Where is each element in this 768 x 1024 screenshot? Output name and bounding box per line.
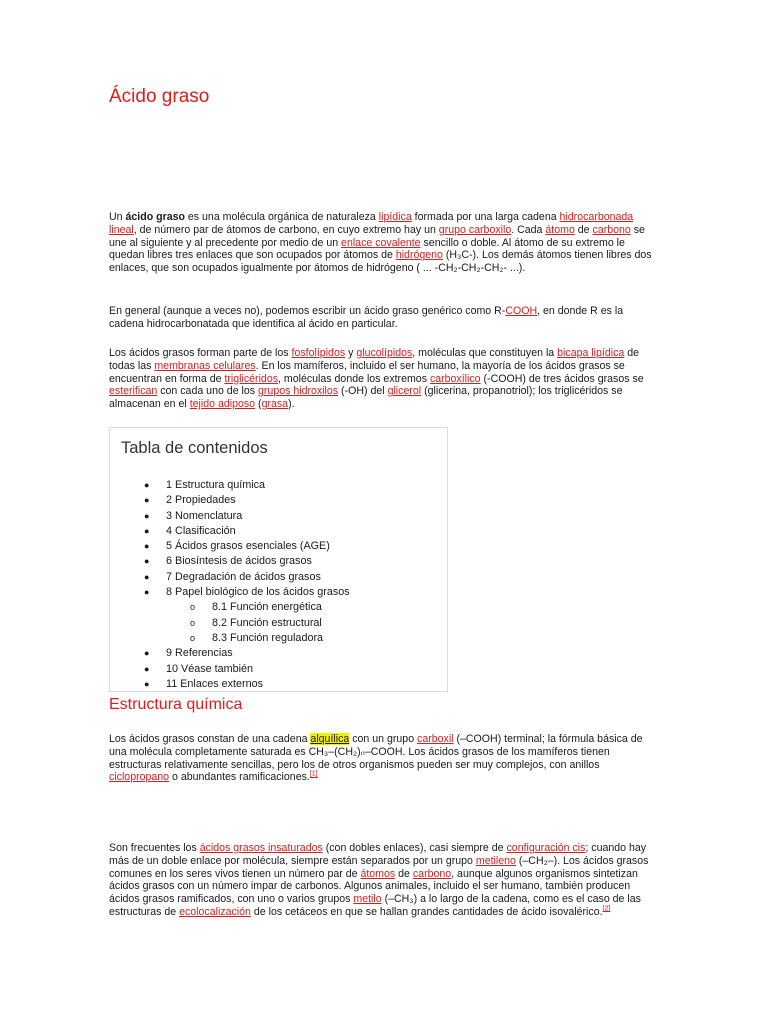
link-carboxilico[interactable]: carboxílico — [429, 372, 481, 385]
text: (–CH₃) a lo largo de la cadena, como es el caso de las estructuras de — [109, 893, 641, 918]
bullet-icon: ● — [144, 678, 150, 689]
text: sencillo o doble. Al átomo de su extremo le quedan libres tres enlaces que son ocupados por átomos de — [109, 236, 625, 262]
link-tejido-adiposo[interactable]: tejido adiposo — [189, 398, 256, 411]
link-grupos-hidroxilos[interactable]: grupos hidroxilos — [258, 385, 339, 398]
text: . Cada — [511, 223, 546, 236]
bullet-icon: ● — [144, 556, 150, 567]
bullet-icon: ● — [144, 663, 150, 674]
text: y — [345, 347, 357, 359]
link-carbono[interactable]: carbono — [592, 223, 631, 236]
link-bicapa-lipidica[interactable]: bicapa lipídica — [557, 347, 625, 359]
text: formada por una larga cadena — [411, 211, 560, 223]
toc-item-label: 5 Ácidos grasos esenciales (AGE) — [166, 540, 330, 553]
intro-paragraph-1 — [109, 211, 657, 275]
text: (-COOH) de tres ácidos grasos se — [480, 372, 644, 385]
link-alquilica[interactable]: alquílica — [310, 733, 350, 745]
text: , de número par de átomos de carbono, en cuyo extremo hay un — [133, 223, 439, 236]
intro-paragraph-2 — [109, 305, 657, 331]
text: Los ácidos grasos constan de una cadena — [109, 733, 311, 745]
link-hidrocarbonada-lineal[interactable]: hidrocarbonada lineal — [109, 211, 634, 236]
text: (-OH) del — [338, 385, 388, 398]
link-membranas-celulares[interactable]: membranas celulares — [154, 359, 256, 372]
link-fosfolipidos[interactable]: fosfolípidos — [291, 347, 346, 359]
link-metilo[interactable]: metilo — [353, 893, 382, 906]
reference-1[interactable]: [1] — [309, 770, 318, 778]
text: o abundantes ramificaciones. — [169, 771, 310, 784]
link-glicerol[interactable]: glicerol — [387, 385, 422, 398]
toc-item-6[interactable] — [110, 554, 447, 569]
toc-item-1[interactable] — [110, 478, 447, 493]
toc-item-10[interactable] — [110, 662, 447, 677]
section1-paragraph-2 — [109, 842, 657, 919]
text: (–CH₂–). Los ácidos grasos comunes en los seres vivos tienen un número par de — [109, 854, 649, 880]
toc-item-label: 11 Enlaces externos — [166, 677, 264, 690]
toc-heading: Tabla de contenidos — [121, 439, 268, 457]
text: es una molécula orgánica de naturaleza — [184, 211, 379, 223]
toc-item-label: 9 Referencias — [166, 647, 233, 660]
link-ciclopropano[interactable]: ciclopropano — [109, 771, 170, 784]
toc-item-label: 10 Véase también — [166, 662, 254, 675]
link-atomo[interactable]: átomo — [545, 223, 575, 236]
toc-item-label: 1 Estructura química — [166, 479, 266, 491]
text: se une al siguiente y al precedente por medio de un — [109, 223, 645, 249]
toc-item-8-3[interactable] — [110, 631, 447, 646]
link-ecolocalizacion[interactable]: ecolocalización — [179, 905, 251, 918]
table-of-contents — [109, 427, 448, 692]
bullet-icon: ● — [144, 571, 150, 582]
toc-item-label: 8 Papel biológico de los ácidos grasos — [166, 586, 350, 599]
toc-item-4[interactable] — [110, 524, 447, 539]
link-acidos-grasos-insaturados[interactable]: ácidos grasos insaturados — [199, 842, 323, 854]
toc-item-label: 8.2 Función estructural — [212, 616, 322, 629]
text: , en donde R es la cadena hidrocarbonatada que identifica al ácido en particular. — [109, 305, 624, 330]
text: ( — [255, 398, 262, 411]
text: de — [395, 867, 413, 880]
link-esterifican[interactable]: esterifican — [109, 385, 158, 398]
toc-item-label: 4 Clasificación — [166, 524, 236, 537]
toc-item-9[interactable] — [110, 646, 447, 661]
circle-bullet-icon: o — [190, 602, 196, 613]
reference-2[interactable]: [2] — [602, 905, 611, 913]
text: , moléculas que constituyen la — [412, 347, 558, 359]
link-metileno[interactable]: metileno — [475, 854, 516, 867]
toc-item-5[interactable] — [110, 539, 447, 554]
link-configuracion-cis[interactable]: configuración cis — [506, 842, 586, 854]
toc-item-8-2[interactable] — [110, 616, 447, 631]
text: Un — [109, 211, 126, 223]
link-enlace-covalente[interactable]: enlace covalente — [341, 236, 421, 249]
link-grupo-carboxilo[interactable]: grupo carboxilo — [438, 223, 512, 236]
toc-item-11[interactable] — [110, 677, 447, 692]
link-glucolipidos[interactable]: glucolípidos — [356, 347, 413, 359]
link-carboxil[interactable]: carboxil — [417, 733, 454, 745]
bullet-icon: ● — [144, 648, 150, 659]
toc-item-label: 8.3 Función reguladora — [212, 631, 324, 644]
section-heading-estructura: Estructura química — [109, 696, 243, 713]
toc-item-2[interactable] — [110, 493, 447, 508]
text: . En los mamíferos, incluido el ser humano, la mayoría de los ácidos grasos se encuentran en forma de — [109, 359, 625, 385]
link-carbono-2[interactable]: carbono — [412, 867, 452, 880]
link-lipidica[interactable]: lipídica — [378, 211, 412, 223]
text: (glicerina, propanotriol); los triglicéridos se almacenan en el — [109, 385, 623, 411]
text: con un grupo — [349, 733, 418, 745]
bold-term: ácido graso — [125, 211, 185, 223]
text: con cada uno de los — [157, 385, 259, 398]
bullet-icon: ● — [144, 480, 150, 490]
page-title: Ácido graso — [109, 86, 210, 107]
intro-paragraph-3 — [109, 347, 657, 411]
toc-item-label: 6 Biosíntesis de ácidos grasos — [166, 555, 312, 568]
text: , moléculas donde los extremos — [278, 372, 430, 385]
toc-item-label: 2 Propiedades — [166, 494, 236, 507]
text: de todas las — [109, 347, 640, 372]
link-cooh[interactable]: COOH — [505, 305, 538, 317]
text: (con dobles enlaces), casi siempre de — [322, 842, 507, 854]
link-trigliceridos[interactable]: triglicéridos — [224, 372, 279, 385]
link-atomos[interactable]: átomos — [360, 867, 396, 880]
text: ). — [288, 398, 295, 411]
text: En general (aunque a veces no), podemos escribir un ácido graso genérico como R- — [109, 305, 506, 317]
link-grasa[interactable]: grasa — [261, 398, 289, 411]
bullet-icon: ● — [144, 510, 150, 521]
text: Los ácidos grasos forman parte de los — [109, 347, 292, 359]
toc-item-7[interactable] — [110, 570, 447, 585]
text: de — [574, 223, 593, 236]
highlight-alquilica — [310, 733, 349, 745]
bullet-icon: ● — [144, 587, 150, 598]
bullet-icon: ● — [144, 541, 150, 552]
text: ; cuando hay más de un doble enlace por molécula, siempre están separados por un grupo — [109, 842, 647, 867]
toc-item-8[interactable] — [110, 585, 447, 600]
toc-item-label: 3 Nomenclatura — [166, 509, 243, 522]
text: de los cetáceos en que se hallan grandes cantidades de ácido isovalérico. — [250, 905, 603, 918]
section1-paragraph-1 — [109, 733, 657, 784]
bullet-icon: ● — [144, 495, 150, 506]
toc-item-label: 8.1 Función energética — [212, 601, 322, 614]
toc-list — [110, 478, 447, 692]
text: (H₃C-). Los demás átomos tienen libres dos enlaces, que son ocupados igualmente por átomos de hidrógeno ( ... -CH₂-CH₂-CH₂- ...). — [109, 249, 652, 275]
bullet-icon: ● — [144, 525, 150, 536]
link-hidrogeno[interactable]: hidrógeno — [395, 249, 443, 262]
circle-bullet-icon: o — [190, 632, 196, 643]
text: (–COOH) terminal; la fórmula básica de una molécula completamente saturada es CH₃–(CH₂)ₙ–COOH. Los ácidos grasos de los mamíferos tienen estructuras relativamente sencillas, pero los de otros organismos pueden ser muy complejos, con anillos — [109, 733, 643, 771]
toc-item-8-1[interactable] — [110, 600, 447, 615]
text: Son frecuentes los — [109, 842, 200, 854]
circle-bullet-icon: o — [190, 617, 196, 628]
toc-item-label: 7 Degradación de ácidos grasos — [166, 570, 321, 583]
toc-item-3[interactable] — [110, 509, 447, 524]
text: , aunque algunos organismos sintetizan ácidos grasos con un número impar de carbonos. Algunos animales, incluido el ser humano, también producen ácidos grasos ramificados, con uno o varios grupos — [109, 867, 638, 906]
